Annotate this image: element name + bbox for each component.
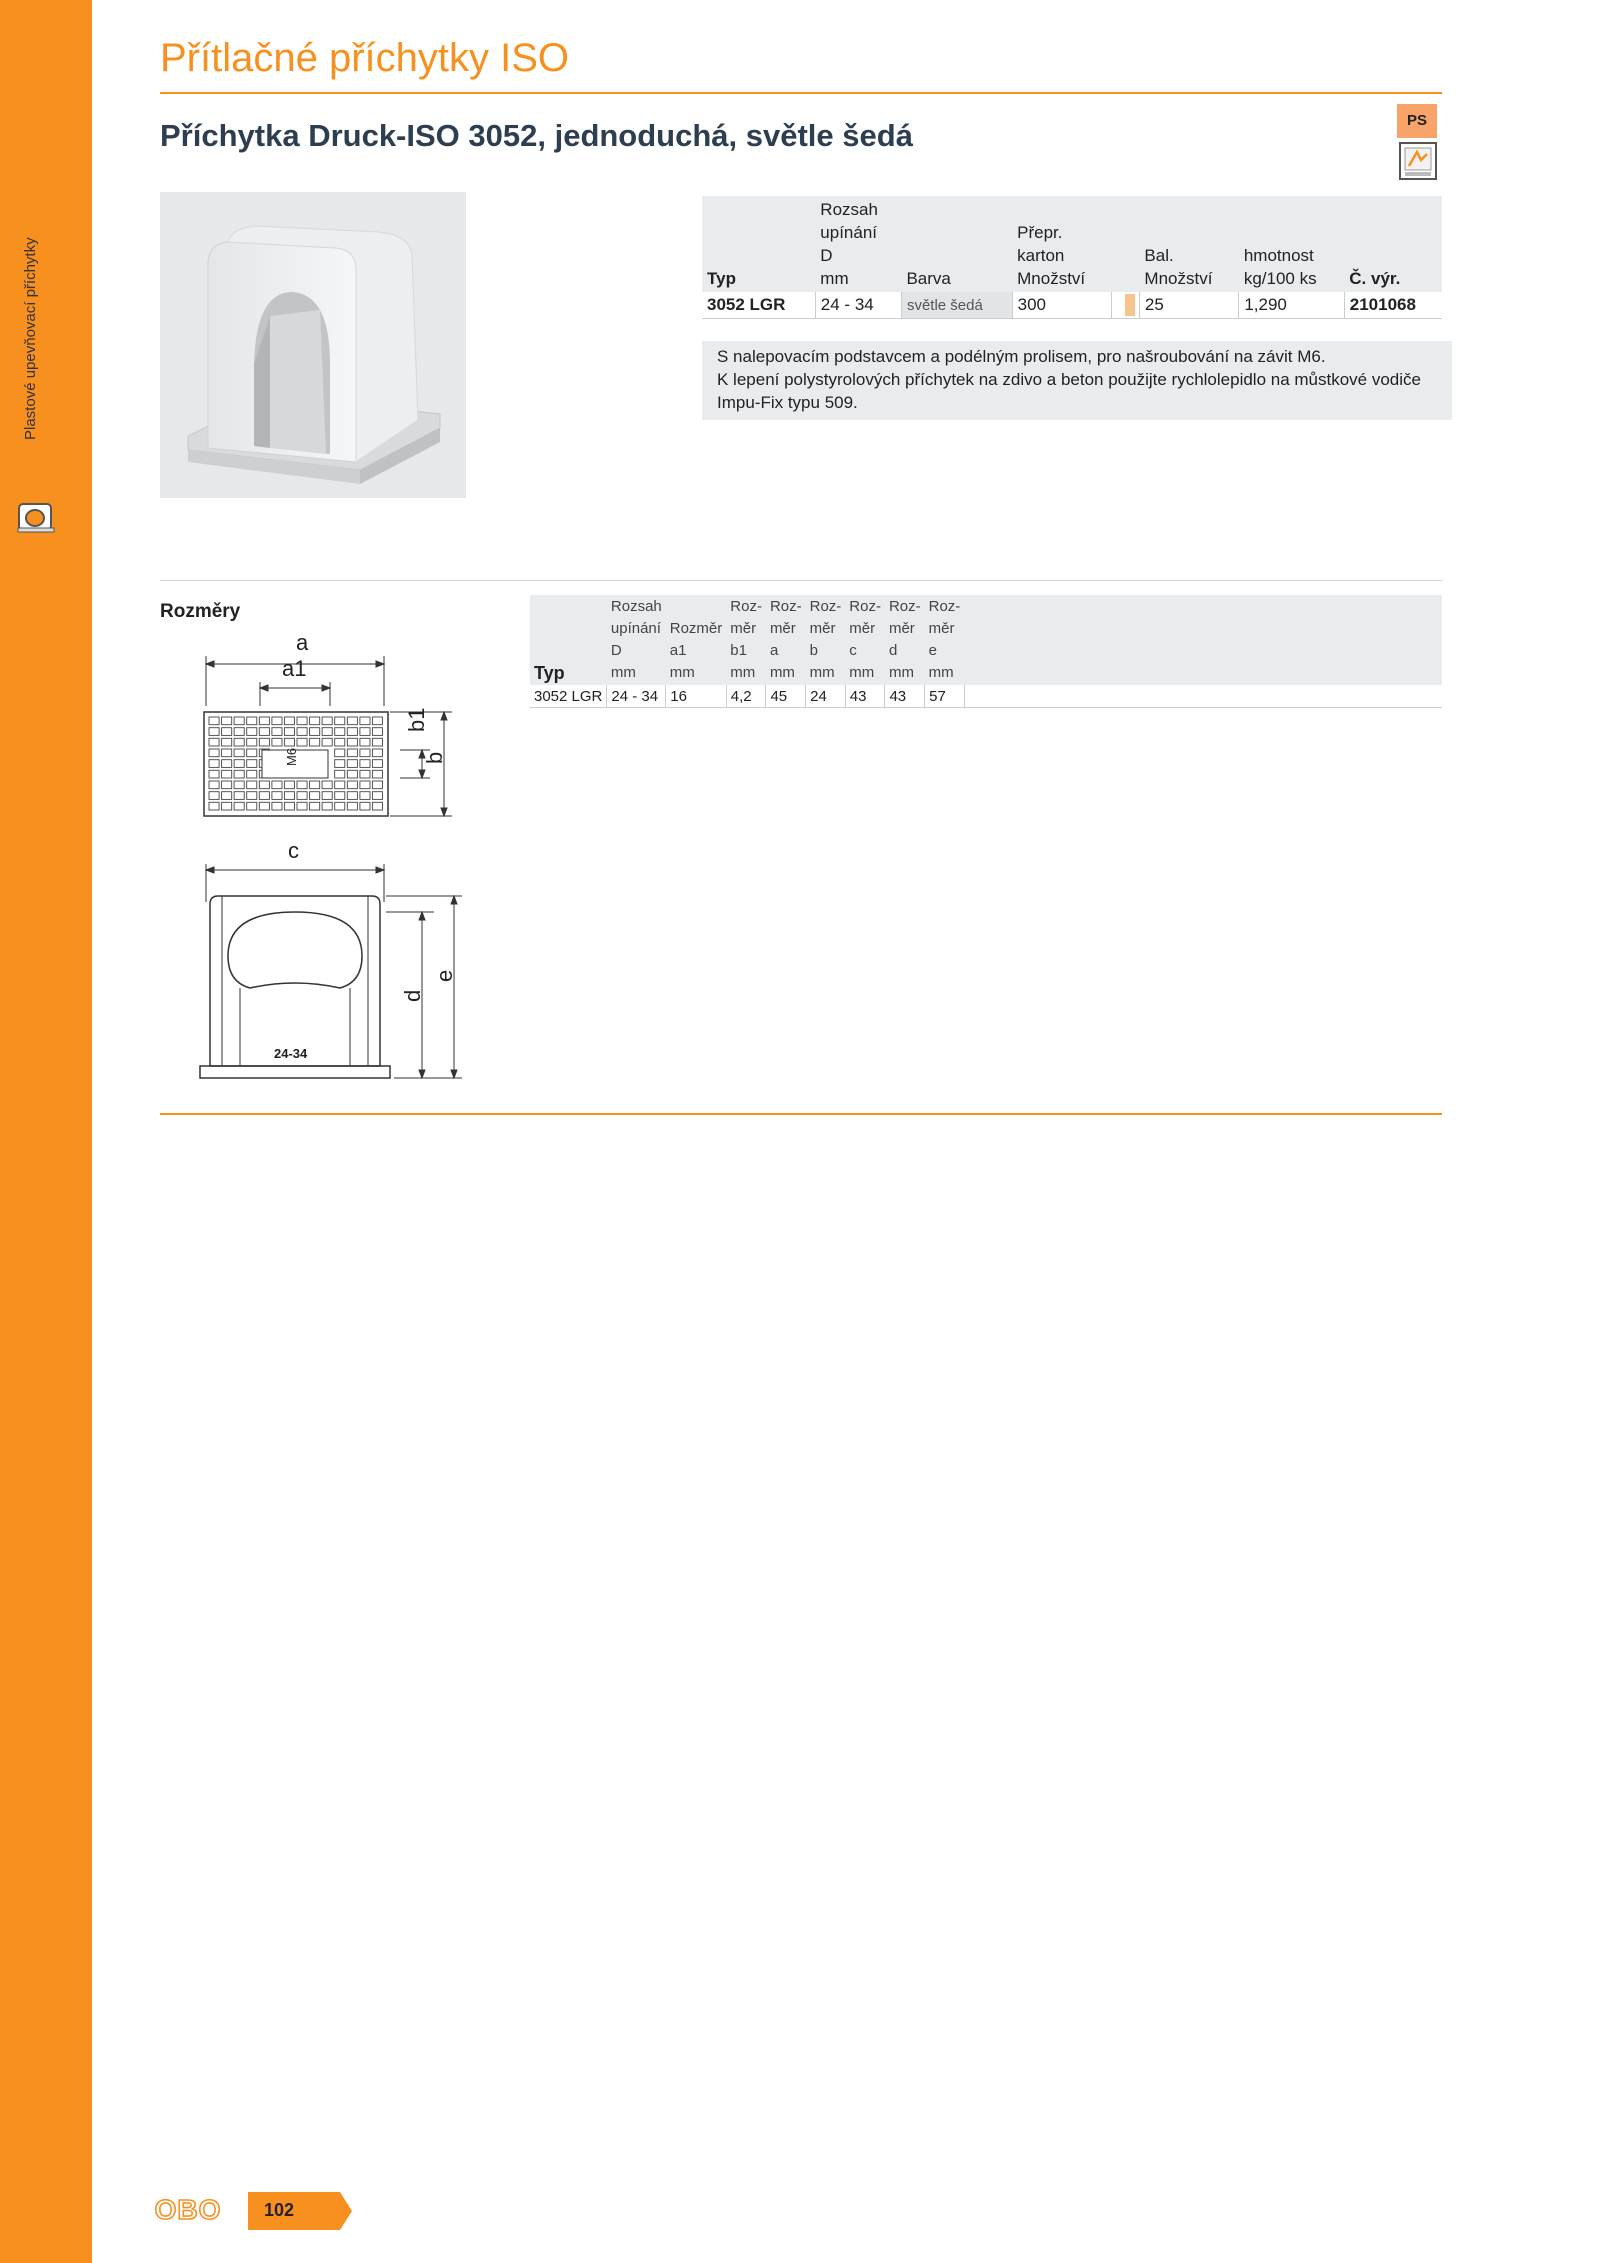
grid-cell xyxy=(322,738,332,746)
grid-cell xyxy=(310,781,320,789)
logo-text: OBO xyxy=(154,2194,222,2225)
grid-cell xyxy=(310,738,320,746)
header-c: Roz- měr c mm xyxy=(845,595,885,685)
grid-cell xyxy=(335,770,345,778)
grid-cell xyxy=(322,781,332,789)
grid-cell xyxy=(335,738,345,746)
grid-cell xyxy=(234,717,244,725)
grid-cell xyxy=(272,792,282,800)
clip-icon xyxy=(16,498,58,534)
spec-table xyxy=(702,196,1442,319)
grid-cell xyxy=(209,770,219,778)
header-typ: Typ xyxy=(702,196,815,292)
grid-cell xyxy=(372,738,382,746)
material-badge: PS xyxy=(1397,104,1437,138)
grid-cell xyxy=(284,728,294,736)
grid-cell xyxy=(272,802,282,810)
grid-cell xyxy=(310,802,320,810)
grid-cell xyxy=(247,749,257,757)
grid-cell xyxy=(322,802,332,810)
grid-cell xyxy=(335,781,345,789)
grid-cell xyxy=(347,802,357,810)
grid-cell xyxy=(259,781,269,789)
grid-cell xyxy=(335,802,345,810)
page-title: Přítlačné příchytky ISO xyxy=(160,36,570,80)
cell-weight: 1,290 xyxy=(1239,292,1344,319)
grid-cell xyxy=(297,802,307,810)
cell-pack: 25 xyxy=(1139,292,1238,319)
header-pack: Bal. Množství xyxy=(1139,196,1238,292)
grid-cell xyxy=(347,717,357,725)
grid-cell xyxy=(259,792,269,800)
grid-cell xyxy=(259,738,269,746)
label-hole: M6 xyxy=(284,747,299,766)
grid-cell xyxy=(247,781,257,789)
grid-cell xyxy=(347,760,357,768)
header-empty xyxy=(1112,196,1125,292)
clip-product-photo xyxy=(160,192,466,498)
grid-cell xyxy=(322,728,332,736)
grid-cell xyxy=(360,770,370,778)
grid-cell xyxy=(297,728,307,736)
grid-cell xyxy=(297,792,307,800)
grid-cell xyxy=(247,802,257,810)
grid-cell xyxy=(335,728,345,736)
section-label: Plastové upevňovací příchytky xyxy=(22,237,39,440)
grid-cell xyxy=(335,792,345,800)
cell-b: 24 xyxy=(806,685,846,708)
dimension-drawing xyxy=(190,626,470,1086)
grid-cell xyxy=(234,770,244,778)
dimensions-table xyxy=(530,595,1442,708)
cell-c: 43 xyxy=(845,685,885,708)
grid-cell xyxy=(372,770,382,778)
section-divider xyxy=(160,580,1442,581)
grid-cell xyxy=(360,717,370,725)
grid-cell xyxy=(247,728,257,736)
cell-empty xyxy=(1112,292,1125,319)
grid-cell xyxy=(322,717,332,725)
grid-cell xyxy=(360,760,370,768)
cell-d: 43 xyxy=(885,685,925,708)
grid-cell xyxy=(272,717,282,725)
label-b: b xyxy=(422,751,447,764)
header-article: Č. výr. xyxy=(1344,196,1442,292)
grid-cell xyxy=(310,717,320,725)
grid-cell xyxy=(372,781,382,789)
header-typ: Typ xyxy=(530,595,607,685)
material-certificate-icon xyxy=(1399,142,1437,180)
grid-cell xyxy=(222,781,232,789)
grid-cell xyxy=(360,792,370,800)
grid-cell xyxy=(247,792,257,800)
grid-cell xyxy=(209,760,219,768)
grid-cell xyxy=(209,717,219,725)
color-swatch xyxy=(1125,294,1135,316)
header-e: Roz- měr e mm xyxy=(925,595,965,685)
grid-cell xyxy=(222,802,232,810)
grid-cell xyxy=(234,781,244,789)
header-color: Barva xyxy=(901,196,1012,292)
grid-cell xyxy=(234,760,244,768)
grid-cell xyxy=(234,738,244,746)
cell-e: 57 xyxy=(925,685,965,708)
grid-cell xyxy=(247,770,257,778)
grid-cell xyxy=(372,717,382,725)
grid-cell xyxy=(209,728,219,736)
grid-cell xyxy=(234,749,244,757)
grid-cell xyxy=(272,738,282,746)
cell-carton: 300 xyxy=(1012,292,1111,319)
table-row xyxy=(530,685,1442,708)
sidebar xyxy=(0,0,92,2263)
cell-b1: 4,2 xyxy=(726,685,766,708)
cell-color: světle šedá xyxy=(901,292,1012,319)
grid-cell xyxy=(222,717,232,725)
header-range: Rozsah upínání D mm xyxy=(815,196,901,292)
grid-cell xyxy=(259,728,269,736)
cell-a1: 16 xyxy=(666,685,727,708)
grid-cell xyxy=(372,802,382,810)
label-range: 24-34 xyxy=(274,1046,308,1061)
label-c: c xyxy=(288,838,299,863)
grid-cell xyxy=(372,792,382,800)
grid-cell xyxy=(222,749,232,757)
spec-table-header xyxy=(702,196,1442,292)
grid-cell xyxy=(272,728,282,736)
grid-cell xyxy=(347,749,357,757)
grid-cell xyxy=(284,792,294,800)
dimensions-title: Rozměry xyxy=(160,601,241,622)
table-row xyxy=(702,292,1442,319)
grid-cell xyxy=(347,781,357,789)
grid-cell xyxy=(259,717,269,725)
label-e: e xyxy=(432,969,457,982)
grid-cell xyxy=(310,792,320,800)
label-a: a xyxy=(296,630,309,655)
grid-cell xyxy=(247,760,257,768)
header-d: Roz- měr d mm xyxy=(885,595,925,685)
note-line: S nalepovacím podstavcem a podélným prolisem, pro našroubování na závit M6. xyxy=(717,347,1326,366)
grid-cell xyxy=(284,802,294,810)
label-d: d xyxy=(400,989,425,1002)
grid-cell xyxy=(360,802,370,810)
product-notes xyxy=(702,341,1452,420)
grid-cell xyxy=(247,738,257,746)
grid-cell xyxy=(222,728,232,736)
label-a1: a1 xyxy=(282,656,307,681)
cell-article: 2101068 xyxy=(1344,292,1442,319)
cell-filler xyxy=(964,685,1442,708)
grid-cell xyxy=(284,738,294,746)
grid-cell xyxy=(209,792,219,800)
grid-cell xyxy=(234,802,244,810)
grid-cell xyxy=(209,781,219,789)
header-weight: hmotnost kg/100 ks xyxy=(1239,196,1344,292)
grid-cell xyxy=(347,792,357,800)
grid-cell xyxy=(310,728,320,736)
cell-range: 24 - 34 xyxy=(607,685,666,708)
grid-cell xyxy=(360,738,370,746)
grid-cell xyxy=(234,792,244,800)
grid-cell xyxy=(284,717,294,725)
header-a1: Rozměr a1 mm xyxy=(666,595,727,685)
grid-cell xyxy=(209,738,219,746)
grid-cell xyxy=(222,770,232,778)
grid-cell xyxy=(360,781,370,789)
header-swatch xyxy=(1125,196,1140,292)
product-photo xyxy=(160,192,466,498)
header-b1: Roz- měr b1 mm xyxy=(726,595,766,685)
grid-cell xyxy=(222,792,232,800)
grid-cell xyxy=(372,728,382,736)
grid-cell xyxy=(209,802,219,810)
product-title: Příchytka Druck-ISO 3052, jednoduchá, světle šedá xyxy=(160,118,913,153)
grid-cell xyxy=(322,792,332,800)
grid-cell xyxy=(234,728,244,736)
obo-logo xyxy=(148,2194,228,2226)
grid-cell xyxy=(297,781,307,789)
section-end-divider xyxy=(160,1113,1442,1115)
grid-cell xyxy=(284,781,294,789)
title-divider xyxy=(160,92,1442,94)
grid-cell xyxy=(347,770,357,778)
cell-a: 45 xyxy=(766,685,806,708)
grid-cell xyxy=(372,749,382,757)
cell-range: 24 - 34 xyxy=(815,292,901,319)
label-b1: b1 xyxy=(404,707,429,732)
page-number: 102 xyxy=(264,2200,295,2220)
grid-cell xyxy=(372,760,382,768)
grid-cell xyxy=(347,728,357,736)
grid-cell xyxy=(209,749,219,757)
cell-typ: 3052 LGR xyxy=(702,292,815,319)
grid-cell xyxy=(259,802,269,810)
grid-cell xyxy=(335,760,345,768)
grid-cell xyxy=(222,760,232,768)
cell-typ: 3052 LGR xyxy=(530,685,607,708)
header-filler xyxy=(964,595,1442,685)
grid-cell xyxy=(247,717,257,725)
header-b: Roz- měr b mm xyxy=(806,595,846,685)
grid-cell xyxy=(347,738,357,746)
grid-cell xyxy=(360,728,370,736)
grid-cell xyxy=(297,717,307,725)
grid-cell xyxy=(335,717,345,725)
dimensions-table-header xyxy=(530,595,1442,685)
header-carton: Přepr. karton Množství xyxy=(1012,196,1111,292)
header-range: Rozsah upínání D mm xyxy=(607,595,666,685)
grid-cell xyxy=(335,749,345,757)
grid-cell xyxy=(297,738,307,746)
grid-cell xyxy=(272,781,282,789)
grid-cell xyxy=(222,738,232,746)
note-line: K lepení polystyrolových příchytek na zdivo a beton použijte rychlolepidlo na můstkové vodiče Impu-Fix typu 509. xyxy=(717,370,1421,412)
header-a: Roz- měr a mm xyxy=(766,595,806,685)
grid-cell xyxy=(360,749,370,757)
cell-swatch xyxy=(1125,292,1140,319)
